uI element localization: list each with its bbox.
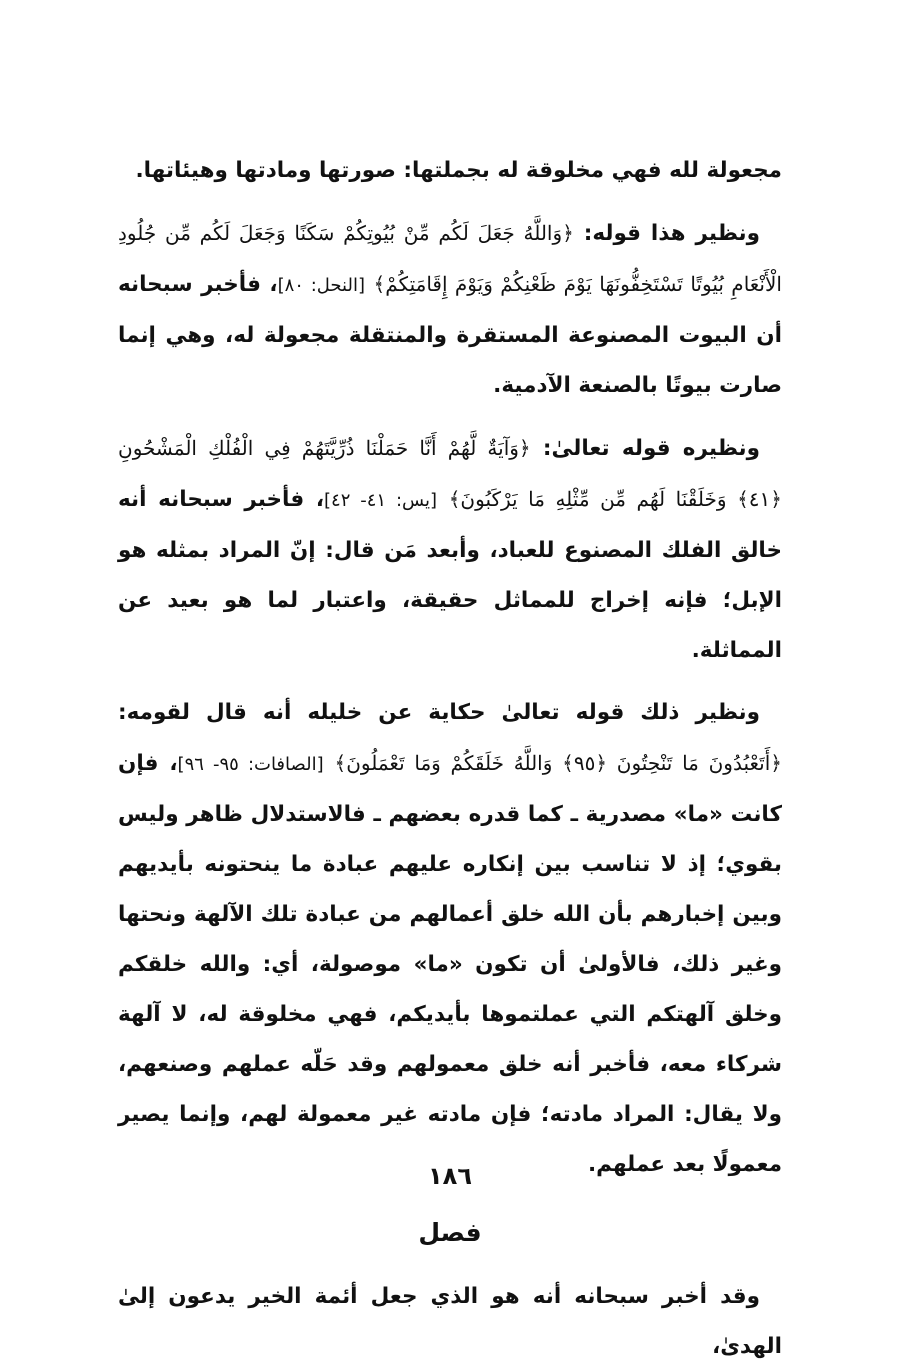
quran-verse-yasin: ﴿وَآيَةٌ لَّهُمْ أَنَّا حَمَلْنَا ذُرِّيَّتَهُمْ فِي الْفُلْكِ الْمَشْحُونِ ﴿٤١﴾ وَخَلَقْنَا لَهُم مِّن مِّثْلِهِ مَا يَرْكَبُونَ﴾	[118, 436, 782, 511]
paragraph-4-intro: ونظير ذلك قوله تعالىٰ حكاية عن خليله أنه قال لقومه:	[118, 700, 760, 725]
verse-reference-nahl: [النحل: ٨٠]	[277, 275, 365, 296]
paragraph-3	[118, 423, 782, 676]
paragraph-4	[118, 688, 782, 1190]
page-number: ١٨٦	[428, 1162, 472, 1190]
paragraph-2-rest: ، فأخبر سبحانه أن البيوت المصنوعة المستقرة والمنتقلة مجعولة له، وهي إنما صارت بيوتًا بالصنعة الآدمية.	[118, 272, 782, 398]
quran-verse-saffat: ﴿أَتَعْبُدُونَ مَا تَنْحِتُونَ ﴿٩٥﴾ وَاللَّهُ خَلَقَكُمْ وَمَا تَعْمَلُونَ﴾	[334, 751, 782, 775]
verse-reference-yasin: [يس: ٤١- ٤٢]	[324, 490, 438, 511]
paragraph-1	[118, 146, 782, 196]
paragraph-4-rest: ، فإن كانت «ما» مصدرية ـ كما قدره بعضهم ـ فالاستدلال ظاهر وليس بقوي؛ إذ لا تناسب بين إنكاره عليهم عبادة ما ينحتونه بأيديهم وبين إخبارهم بأن الله خلق أعمالهم من عبادة تلك الآلهة ونحتها وغير ذلك، فالأولىٰ أن تكون «ما» موصولة، أي: والله خلقكم وخلق آلهتكم التي عملتموها بأيديكم، فهي مخلوقة له، لا آلهة شركاء معه، فأخبر أنه خلق معمولهم وقد حَلّه عملهم وصنعهم، ولا يقال: المراد مادته؛ فإن مادته غير معمولة لهم، وإنما يصير معمولًا بعد عملهم.	[118, 751, 782, 1177]
paragraph-2	[118, 208, 782, 411]
paragraph-5	[118, 1272, 782, 1372]
paragraph-3-rest: ، فأخبر سبحانه أنه خالق الفلك المصنوع للعباد، وأبعد مَن قال: إنّ المراد بمثله هو الإبل؛ فإنه إخراج للمماثل حقيقة، واعتبار لما هو بعيد عن المماثلة.	[118, 487, 782, 663]
paragraph-5-text: وقد أخبر سبحانه أنه هو الذي جعل أئمة الخير يدعون إلىٰ الهدىٰ،	[118, 1284, 782, 1359]
paragraph-1-text: مجعولة لله فهي مخلوقة له بجملتها: صورتها ومادتها وهيئاتها.	[135, 158, 782, 183]
paragraph-3-intro: ونظيره قوله تعالىٰ:	[542, 436, 760, 461]
book-page	[118, 146, 782, 1359]
quran-verse-nahl: ﴿وَاللَّهُ جَعَلَ لَكُم مِّنْ بُيُوتِكُمْ سَكَنًا وَجَعَلَ لَكُم مِّن جُلُودِ الْأَنْعَامِ بُيُوتًا تَسْتَخِفُّونَهَا يَوْمَ ظَعْنِكُمْ وَيَوْمَ إِقَامَتِكُمْ﴾	[118, 221, 782, 296]
section-heading: فصل	[418, 1218, 482, 1247]
paragraph-2-intro: ونظير هذا قوله:	[583, 221, 760, 246]
verse-reference-saffat: [الصافات: ٩٥- ٩٦]	[177, 754, 324, 775]
